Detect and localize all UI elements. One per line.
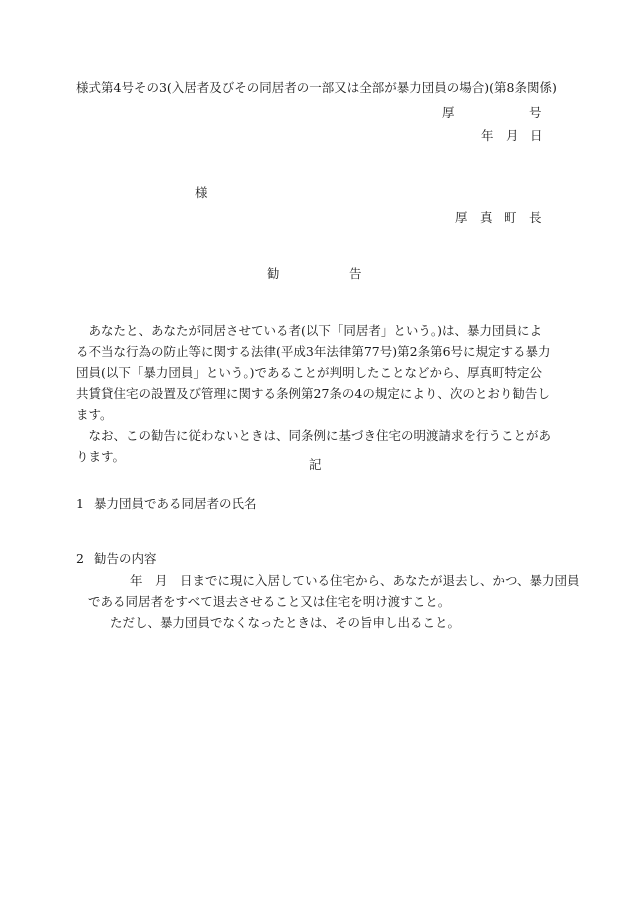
item-content-line: ただし、暴力団員でなくなったときは、その旨申し出ること。 — [110, 615, 461, 630]
body-text — [76, 320, 552, 467]
item-title: 勧告の内容 — [94, 551, 157, 566]
ki-heading: 記 — [309, 457, 322, 472]
item-number: 1 — [76, 496, 84, 511]
document-number-suffix: 号 — [529, 105, 542, 120]
item-content-line: 年 月 日までに現に入居している住宅から、あなたが退去し、かつ、暴力団員 — [130, 573, 580, 588]
sender-char: 町 — [504, 210, 517, 225]
document-number-prefix: 厚 — [442, 105, 455, 120]
date-day: 日 — [530, 128, 543, 143]
body-paragraph: あなたと、あなたが同居させている者(以下「同居者」という。)は、暴力団員による不当な行為の防止等に関する法律(平成3年法律第77号)第2条第6号に規定する暴力団員(以下「暴力団員」という。)であることが判明したことなどから、厚真町特定公共賃貸住宅の設置及び管理に関する条例第27条の4の規定により、次のとおり勧告します。 — [76, 323, 551, 422]
heading-char: 勧 — [267, 266, 280, 281]
item-number: 2 — [76, 551, 84, 566]
date-month: 月 — [506, 128, 519, 143]
item-title: 暴力団員である同居者の氏名 — [94, 496, 257, 511]
body-paragraph: なお、この勧告に従わないときは、同条例に基づき住宅の明渡請求を行うことがあります。 — [76, 428, 552, 464]
heading-char: 告 — [349, 266, 362, 281]
sender-char: 真 — [480, 210, 493, 225]
addressee-honorific: 様 — [195, 185, 208, 200]
sender-char: 厚 — [455, 210, 468, 225]
sender-char: 長 — [529, 210, 542, 225]
form-title: 様式第4号その3(入居者及びその同居者の一部又は全部が暴力団員の場合)(第8条関係) — [76, 80, 557, 95]
item-content-line: である同居者をすべて退去させること又は住宅を明け渡すこと。 — [88, 594, 451, 609]
date-year: 年 — [481, 128, 494, 143]
